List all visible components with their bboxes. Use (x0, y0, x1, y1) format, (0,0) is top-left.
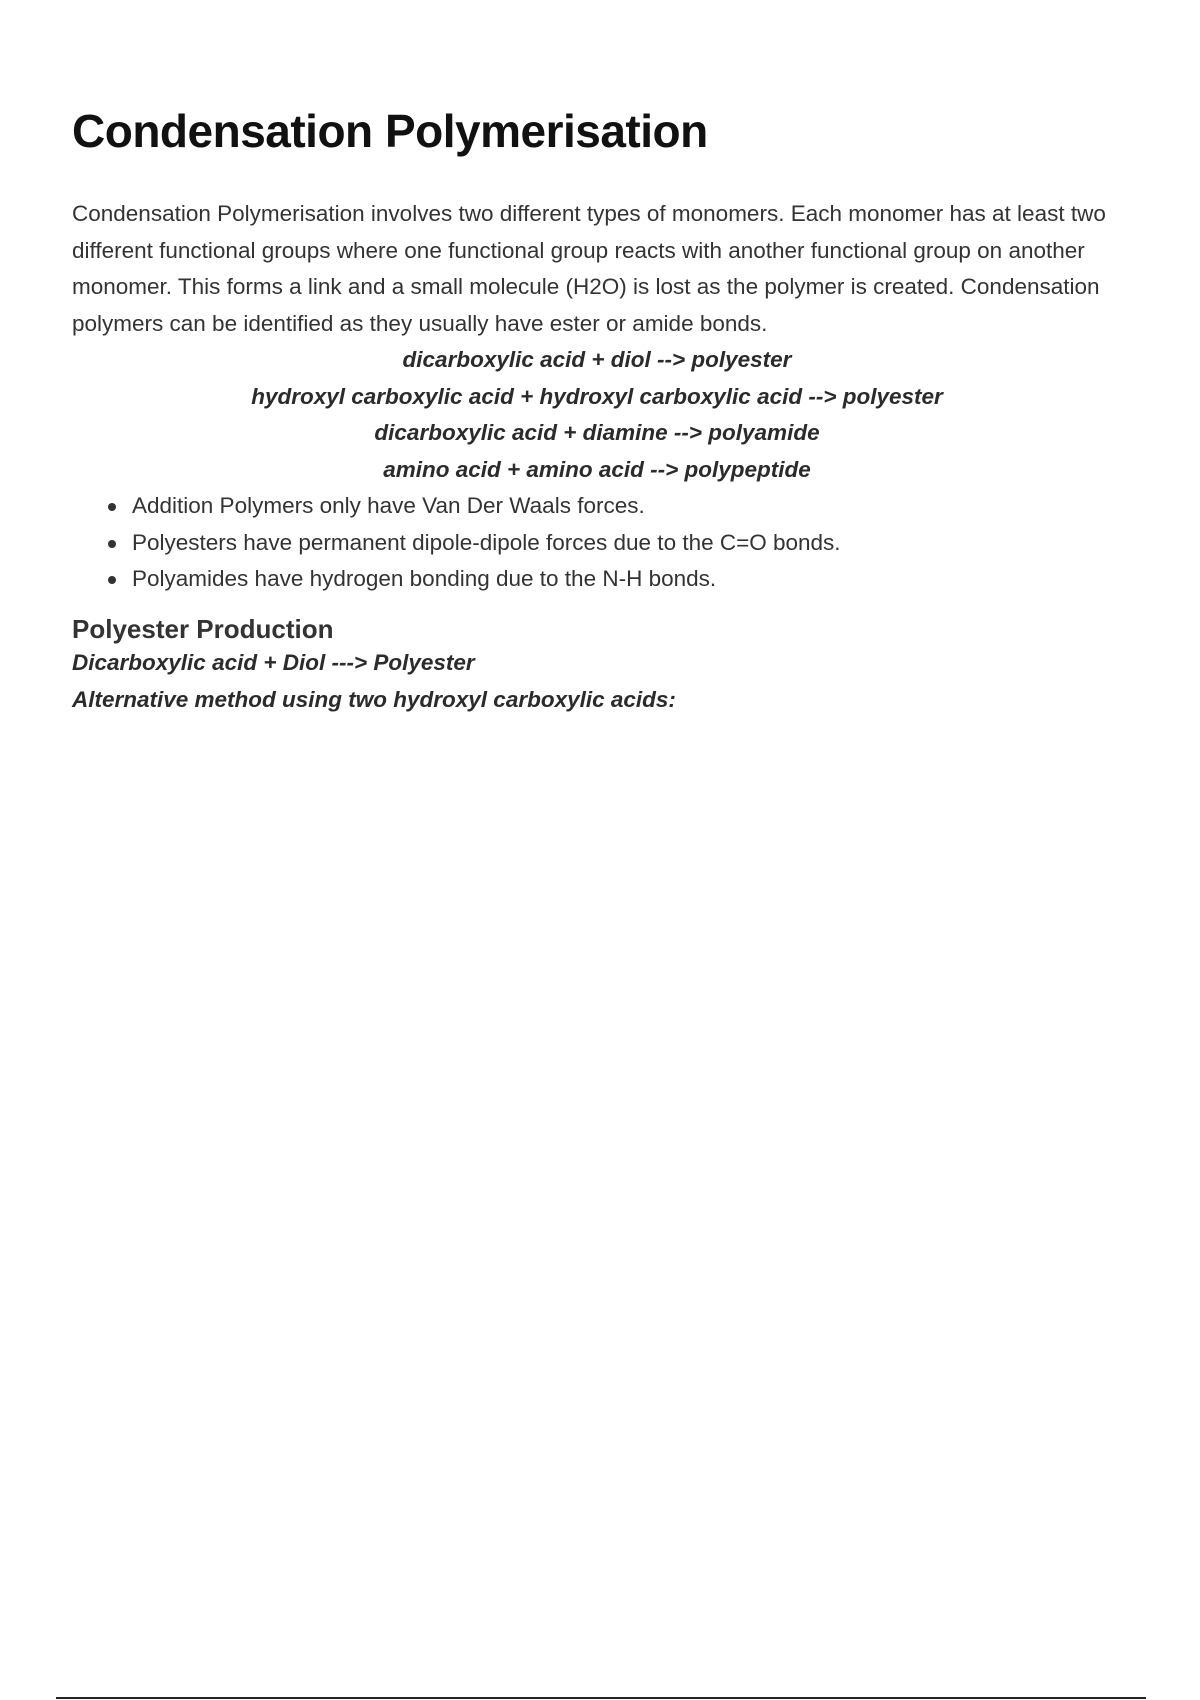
bullet-list (72, 488, 841, 598)
section-heading: Polyester Production (72, 614, 334, 644)
bullet-dot-icon (108, 576, 116, 584)
bullet-dot-icon (108, 540, 116, 548)
equation-line: dicarboxylic acid + diol --> polyester (402, 347, 792, 372)
equation-line: dicarboxylic acid + diamine --> polyamide (374, 420, 820, 445)
bullet-text: Addition Polymers only have Van Der Waals forces. (132, 493, 645, 518)
footer-divider (56, 1697, 1146, 1699)
equation-line: hydroxyl carboxylic acid + hydroxyl carboxylic acid --> polyester (251, 383, 943, 409)
intro-paragraph: Condensation Polymerisation involves two different types of monomers. Each monomer has at least two different functional groups where one functional group reacts with another functional group on another monomer. This forms a link and a small molecule (H2O) is lost as the polymer is created. Condensation polymers can be identified as they usually have ester or amide bonds. (72, 201, 1106, 336)
bullet-text: Polyesters have permanent dipole-dipole forces due to the C=O bonds. (132, 529, 841, 555)
equation-list (72, 342, 1122, 488)
section-note: Alternative method using two hydroxyl carboxylic acids: (72, 687, 676, 712)
page-title: Condensation Polymerisation (72, 105, 708, 157)
bullet-item (132, 561, 841, 598)
bullet-dot-icon (108, 503, 116, 511)
bullet-text: Polyamides have hydrogen bonding due to the N-H bonds. (132, 566, 717, 591)
section-equation: Dicarboxylic acid + Diol ---> Polyester (72, 650, 475, 675)
bullet-item (132, 525, 841, 562)
bullet-item (132, 488, 841, 525)
equation-line: amino acid + amino acid --> polypeptide (383, 456, 811, 482)
